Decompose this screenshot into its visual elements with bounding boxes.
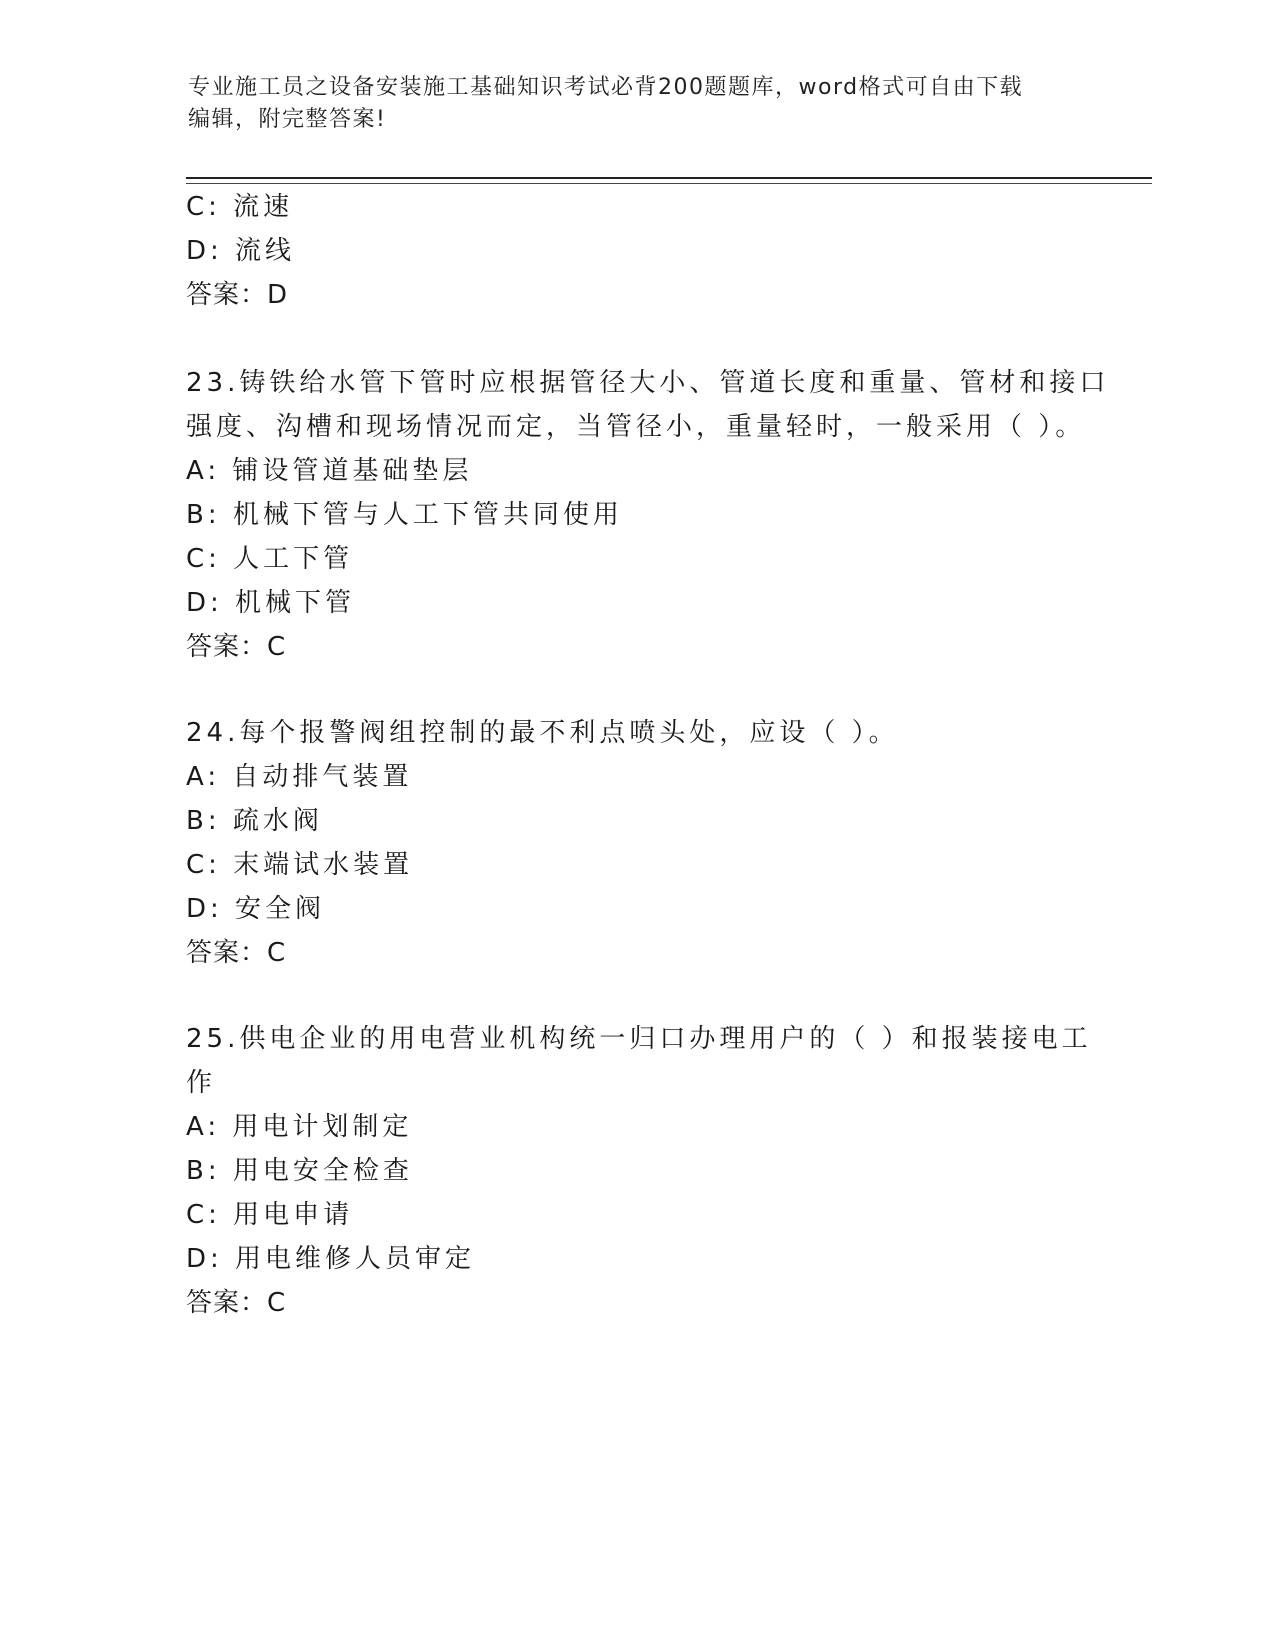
prev-option-c: C: 流速 (186, 192, 294, 222)
q23-stem-line-1: 23.铸铁给水管下管时应根据管径大小、管道长度和重量、管材和接口 (186, 368, 1110, 398)
q23-option-c: C: 人工下管 (186, 544, 354, 574)
q24-answer: 答案：C (186, 938, 287, 968)
q25-option-b: B: 用电安全检查 (186, 1156, 413, 1186)
q24-option-c: C: 末端试水装置 (186, 850, 414, 880)
q25-stem-line-1: 25.供电企业的用电营业机构统一归口办理用户的（ ）和报装接电工 (186, 1024, 1092, 1054)
q25-answer: 答案：C (186, 1288, 287, 1318)
header-divider-thick (186, 177, 1152, 179)
q25-option-c: C: 用电申请 (186, 1200, 354, 1230)
prev-option-d: D: 流线 (186, 236, 296, 266)
q23-option-b: B: 机械下管与人工下管共同使用 (186, 500, 623, 530)
document-header (188, 72, 1088, 136)
q24-stem-line-1: 24.每个报警阀组控制的最不利点喷头处，应设（ ）。 (186, 718, 899, 748)
q24-option-b: B: 疏水阀 (186, 806, 323, 836)
q24-option-a: A: 自动排气装置 (186, 762, 413, 792)
prev-answer: 答案：D (186, 280, 289, 310)
q23-answer: 答案：C (186, 632, 287, 662)
header-line-2: 编辑，附完整答案! (188, 107, 387, 132)
header-divider-thin (186, 183, 1152, 184)
header-line-1: 专业施工员之设备安装施工基础知识考试必背200题题库，word格式可自由下载 (188, 75, 1024, 100)
q25-stem-line-2: 作 (186, 1068, 217, 1098)
q25-option-a: A: 用电计划制定 (186, 1112, 413, 1142)
q23-stem-line-2: 强度、沟槽和现场情况而定，当管径小，重量轻时，一般采用（ ）。 (186, 412, 1086, 442)
q24-option-d: D: 安全阀 (186, 894, 326, 924)
q23-option-a: A: 铺设管道基础垫层 (186, 456, 473, 486)
q23-option-d: D: 机械下管 (186, 588, 356, 618)
q25-option-d: D: 用电维修人员审定 (186, 1244, 476, 1274)
